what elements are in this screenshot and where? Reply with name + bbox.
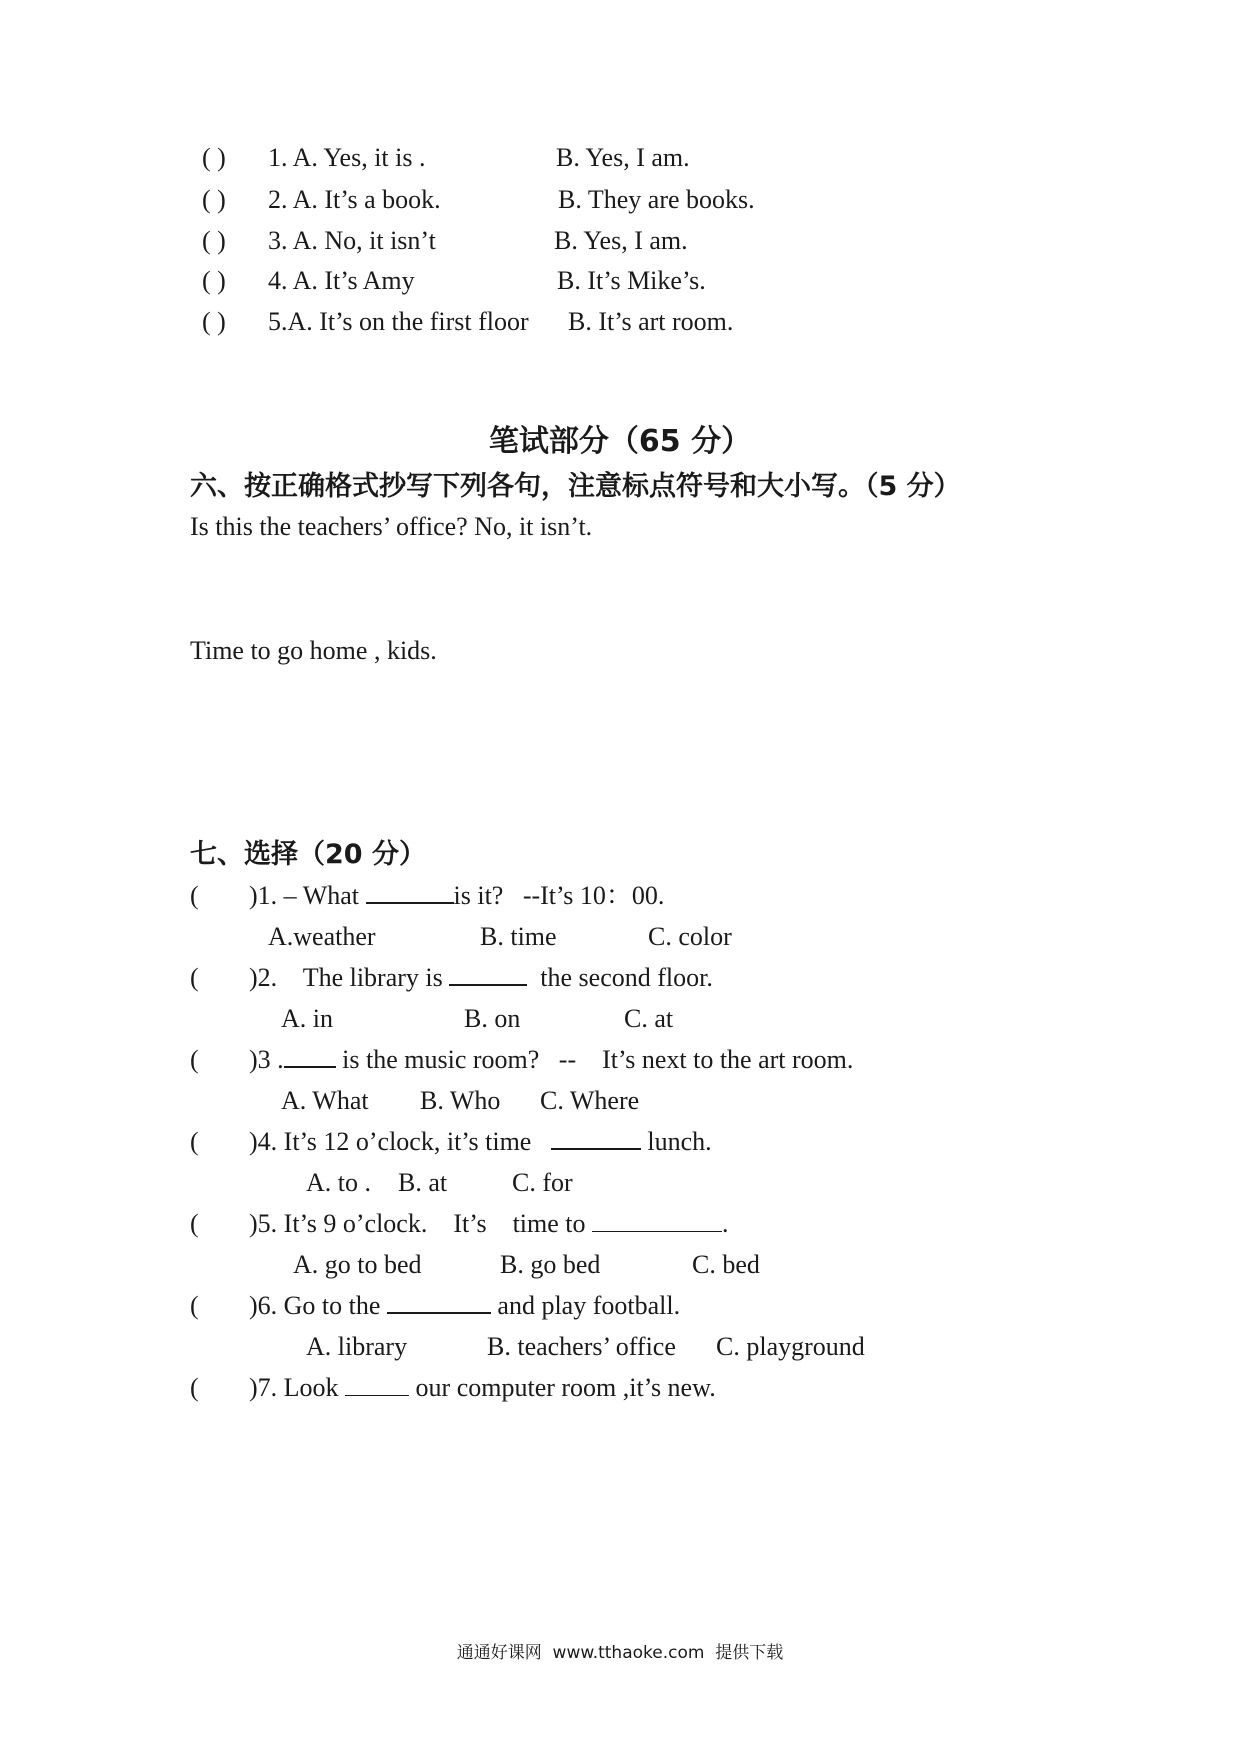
answer-blank[interactable] xyxy=(284,1044,336,1068)
choice-b: B. teachers’ office xyxy=(487,1332,676,1361)
option-b: B. It’s art room. xyxy=(568,307,734,336)
choice-c: C. for xyxy=(512,1168,573,1197)
choice-a: A. to . xyxy=(306,1168,371,1197)
question-2 xyxy=(249,962,713,994)
question-text: )2. The library is xyxy=(249,963,450,992)
choice-a: A. library xyxy=(306,1332,408,1361)
answer-bracket: ( xyxy=(190,1045,199,1074)
question-1 xyxy=(249,880,664,912)
question-text: )7. Look xyxy=(249,1373,346,1402)
answer-bracket: ( ) xyxy=(202,226,226,255)
question-text: the second floor. xyxy=(527,963,713,992)
option-a: 1. A. Yes, it is . xyxy=(268,143,426,172)
question-text: )3 . xyxy=(249,1045,284,1074)
option-b: B. Yes, I am. xyxy=(556,143,690,172)
choice-c: C. Where xyxy=(540,1086,640,1115)
question-text: )6. Go to the xyxy=(249,1291,387,1320)
answer-bracket: ( ) xyxy=(202,307,226,336)
question-7 xyxy=(249,1372,716,1404)
choice-a: A. in xyxy=(281,1004,333,1033)
option-a: 4. A. It’s Amy xyxy=(268,266,415,295)
option-b: B. They are books. xyxy=(558,185,755,214)
question-text: )5. It’s 9 o’clock. It’s time to xyxy=(249,1209,593,1238)
question-text: )1. – What xyxy=(249,881,366,910)
section-6-heading: 六、按正确格式抄写下列各句，注意标点符号和大小写。（5 分） xyxy=(190,471,961,502)
question-text: is it? --It’s 10：00. xyxy=(453,881,665,910)
answer-blank[interactable] xyxy=(387,1290,491,1314)
answer-bracket: ( ) xyxy=(202,185,226,214)
question-6 xyxy=(249,1290,680,1322)
answer-blank[interactable] xyxy=(366,880,454,904)
choice-b: B. on xyxy=(464,1004,521,1033)
choice-b: B. Who xyxy=(420,1086,501,1115)
question-text: lunch. xyxy=(640,1127,712,1156)
answer-bracket: ( xyxy=(190,1291,199,1320)
question-text: . xyxy=(722,1209,729,1238)
question-4 xyxy=(249,1126,712,1158)
answer-bracket: ( xyxy=(190,963,199,992)
question-text: and play football. xyxy=(490,1291,681,1320)
answer-blank[interactable] xyxy=(551,1126,641,1150)
copy-sentence: Is this the teachers’ office? No, it isn’t. xyxy=(190,512,593,541)
question-text: our computer room ,it’s new. xyxy=(409,1373,716,1402)
choice-a: A.weather xyxy=(268,922,376,951)
choice-c: C. playground xyxy=(716,1332,865,1361)
choice-c: C. color xyxy=(648,922,732,951)
choice-c: C. at xyxy=(624,1004,674,1033)
answer-bracket: ( xyxy=(190,1373,199,1402)
question-text: is the music room? -- It’s next to the art room. xyxy=(335,1045,854,1074)
question-3 xyxy=(249,1044,853,1076)
answer-blank[interactable] xyxy=(449,962,527,986)
question-5 xyxy=(249,1208,729,1240)
answer-bracket: ( xyxy=(190,881,199,910)
answer-blank[interactable] xyxy=(345,1373,409,1396)
choice-a: A. What xyxy=(281,1086,369,1115)
answer-bracket: ( ) xyxy=(202,143,226,172)
footer-source: 通通好课网 www.tthaoke.com 提供下载 xyxy=(456,1643,784,1663)
section-7-heading: 七、选择（20 分） xyxy=(190,839,426,870)
answer-bracket: ( xyxy=(190,1127,199,1156)
option-a: 2. A. It’s a book. xyxy=(268,185,441,214)
answer-bracket: ( ) xyxy=(202,266,226,295)
question-text: )4. It’s 12 o’clock, it’s time xyxy=(249,1127,551,1156)
option-a: 3. A. No, it isn’t xyxy=(268,226,436,255)
choice-c: C. bed xyxy=(692,1250,760,1279)
copy-sentence: Time to go home , kids. xyxy=(190,636,437,665)
choice-b: B. go bed xyxy=(500,1250,601,1279)
answer-blank[interactable] xyxy=(592,1209,722,1232)
option-b: B. Yes, I am. xyxy=(554,226,688,255)
written-part-title: 笔试部分（65 分） xyxy=(488,424,752,459)
choice-b: B. at xyxy=(398,1168,448,1197)
choice-b: B. time xyxy=(480,922,557,951)
option-b: B. It’s Mike’s. xyxy=(557,266,706,295)
option-a: 5.A. It’s on the first floor xyxy=(268,307,529,336)
choice-a: A. go to bed xyxy=(293,1250,422,1279)
answer-bracket: ( xyxy=(190,1209,199,1238)
